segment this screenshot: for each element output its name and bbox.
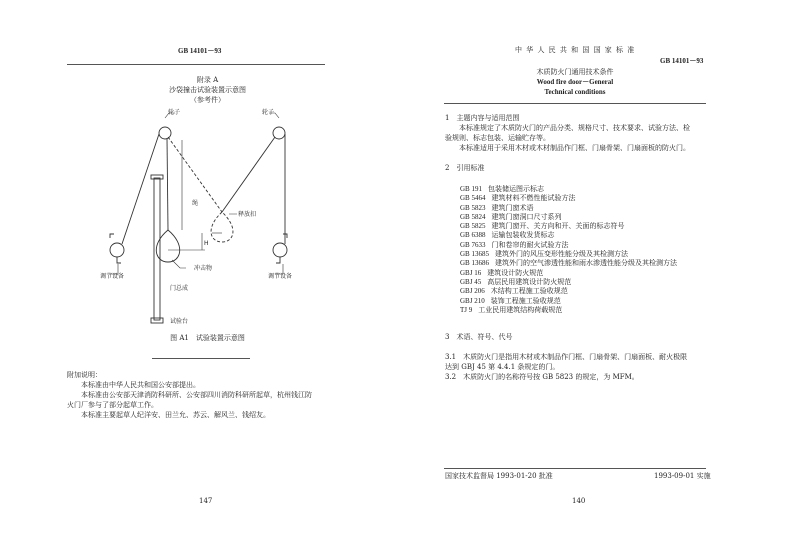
additional-line: 本标准由中华人民共和国公安部提出。 [81,381,200,389]
reference-code: GBJ 206 [460,287,485,296]
appendix-title: 沙袋撞击试验装置示意图 [169,86,246,94]
title-rule [444,103,706,104]
reference-item [460,278,677,287]
additional-title: 附加说明： [67,371,102,379]
standard-org: 中 华 人 民 共 和 国 国 家 标 准 [515,46,636,54]
reference-code: GB 6388 [460,231,486,240]
label-rope: 绳 [192,200,199,207]
label-adjust-right: 调节设备 [268,273,293,280]
label-impactor: 冲击物 [194,265,213,272]
reference-name: 建筑材料不燃性能试验方法 [491,194,576,203]
reference-list [460,185,677,315]
right-page-number: 140 [572,497,586,505]
reference-name: 建筑门窗开、关方向和开、关面的标志符号 [491,222,625,231]
paragraph: 本标准适用于采用木材或木材制品作门框、门扇骨架、门扇面板的防火门。 [459,144,690,152]
reference-code: GB 13685 [460,250,489,259]
reference-item [460,297,677,306]
appendix-note: （参考件） [190,96,225,104]
label-pulley-right: 轮子 [262,109,275,116]
reference-name: 建筑门窗术语 [491,203,534,212]
reference-item [460,204,677,213]
additional-line: 本标准主要起草人纪洋安、田兰允、苏云、解风兰、钱绍友。 [81,411,270,419]
left-header-code: GB 14101－93 [178,47,222,55]
reference-code: GB 191 [460,185,482,193]
right-adjust-device [273,243,287,257]
reference-code: GB 5464 [460,194,486,203]
reference-name: 建筑设计防火规范 [487,268,544,277]
reference-code: GBJ 210 [460,296,485,305]
left-adjust-device [110,243,124,257]
door-assembly [154,178,160,320]
left-pulley [159,127,171,139]
label-release: 释放扣 [238,211,257,218]
reference-item [460,287,677,296]
figure-caption: 图 A1 试验装置示意图 [170,334,245,342]
reference-item [460,241,677,250]
title-cn: 木质防火门通用技术条件 [536,68,614,76]
additional-line: 本标准由公安部天津消防科研所、公安部四川消防科研所起草，杭州钱江防 [81,391,312,399]
reference-name: 高层民用建筑设计防火规范 [487,277,572,286]
section-1-title: 1 主题内容与适用范围 [445,114,520,122]
paragraph: 达到 GBJ 45 第 4.4.1 条规定的门。 [445,363,560,371]
reference-item [460,269,677,278]
paragraph: 本标准规定了木质防火门的产品分类、规格尺寸、技术要求、试验方法、检 [459,124,690,132]
reference-item [460,306,677,315]
appendix-label: 附录 A [196,76,219,84]
reference-item [460,213,677,222]
label-height: H [204,240,209,247]
reference-name: 运输包装收发货标志 [491,231,555,240]
right-header-code: GB 14101－93 [660,57,704,65]
reference-name: 门和卷帘的耐火试验方法 [491,240,569,249]
paragraph: 验规则、标志包装、运输贮存等。 [445,134,550,142]
reference-code: GBJ 16 [460,268,482,277]
title-en-2: Technical conditions [544,88,606,96]
reference-name: 建筑外门的空气渗透性能和雨水渗透性能分级及其检测方法 [494,259,677,268]
label-door: 门总成 [170,285,189,292]
reference-item [460,259,677,268]
section-3-title: 3 术语、符号、代号 [445,333,513,341]
section-2-title: 2 引用标准 [445,164,485,172]
additional-line: 火门厂参与了部分起草工作。 [67,401,158,409]
reference-item [460,185,677,194]
short-rule [152,358,250,359]
approval-date: 国家技术监督局 1993-01-20 批准 [445,472,553,480]
reference-item [460,194,677,203]
test-bench [151,318,163,323]
reference-name: 建筑外门的风压变形性能分级及其检测方法 [494,250,628,259]
title-en-1: Wood fire door－General [536,78,614,86]
reference-item [460,250,677,259]
reference-code: GB 5823 [460,203,486,212]
paragraph: 3.1 木质防火门是指用木材或木制品作门框、门扇骨架、门扇面板、耐火极限 [445,353,688,361]
effective-date: 1993-09-01 实施 [654,472,711,480]
reference-name: 建筑门窗洞口尺寸系列 [491,212,562,221]
reference-code: GBJ 45 [460,277,482,286]
label-adjust-left: 调节设备 [100,273,125,280]
rope [167,138,168,230]
label-pulley-left: 轮子 [168,109,181,116]
test-apparatus-diagram [0,0,400,340]
reference-item [460,231,677,240]
footer-rule [444,468,706,469]
left-page-number: 147 [199,497,213,505]
reference-name: 木结构工程施工验收规范 [490,287,568,296]
reference-name: 工业民用建筑结构荷载规范 [478,305,563,314]
reference-name: 包装储运图示标志 [487,185,544,193]
reference-code: GB 5824 [460,212,486,221]
reference-code: GB 5825 [460,222,486,231]
label-bench: 试验台 [170,318,189,325]
reference-code: GB 13686 [460,259,489,268]
reference-code: TJ 9 [460,305,473,314]
reference-code: GB 7633 [460,240,486,249]
paragraph: 3.2 木质防火门的名称符号按 GB 5823 的规定，为 MFM。 [445,373,639,381]
reference-name: 装饰工程施工验收规范 [490,296,561,305]
